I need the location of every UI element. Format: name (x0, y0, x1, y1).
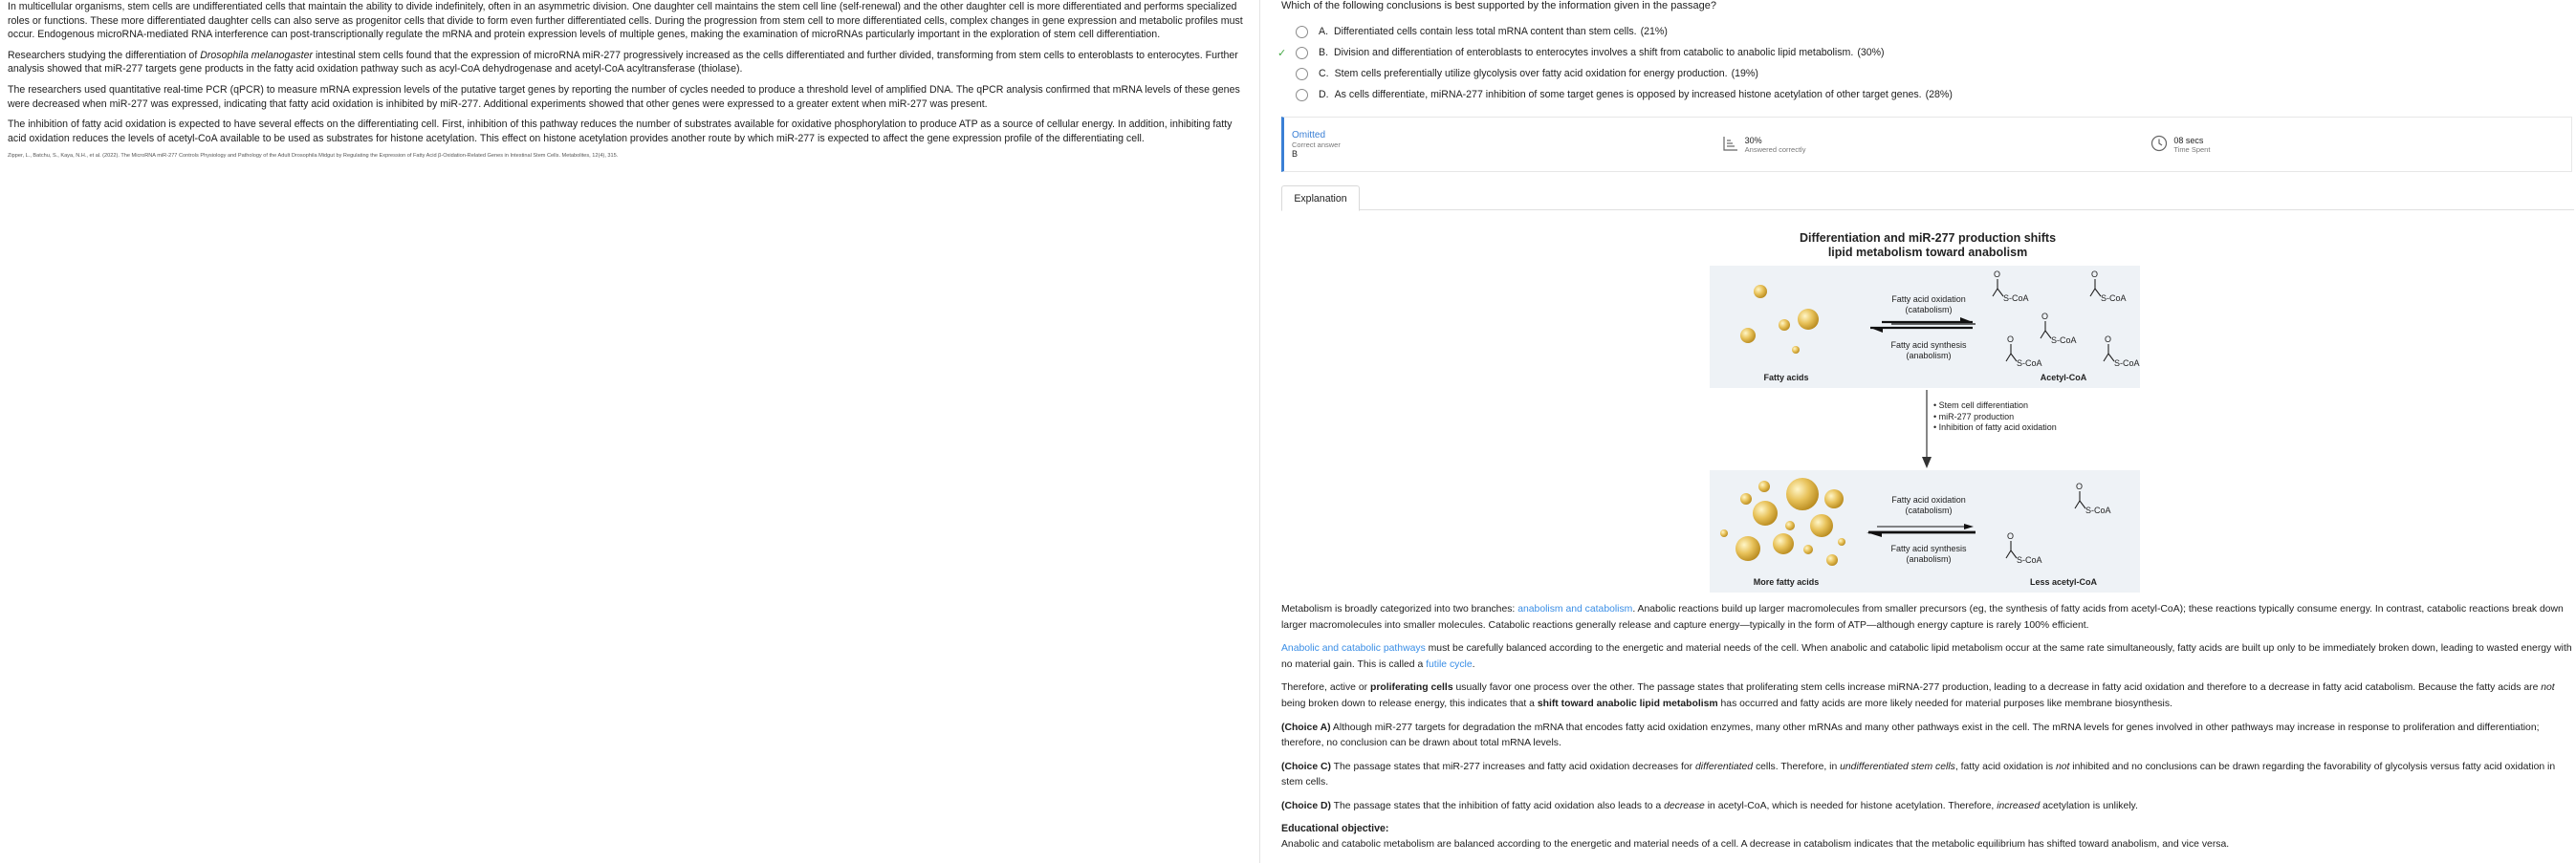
condition-item: • miR-277 production (1933, 411, 2015, 421)
panel-before (1710, 266, 2140, 388)
stat-time-spent (2142, 135, 2571, 154)
educational-objective-text: Anabolic and catabolic metabolism are balanced according to the energetic and material needs of a cell. A decrease in catabolism indicates that the metabolic equilibrium has shifted toward anabolism, and vice versa. (1281, 838, 2230, 850)
stat-correct-answer (1284, 130, 1714, 159)
choice-letter: A. (1319, 26, 1329, 37)
fatty-acid-droplets (1710, 266, 2140, 388)
question-stem: Which of the following conclusions is best supported by the information given in the passage? (1281, 0, 1716, 11)
passage-paragraph: In multicellular organisms, stem cells are undifferentiated cells that maintain the ability to divide indefinitely, often in an asymmetric division. One daughter cell maintains the stem cell line (self-renewal) and the other daughter cell is more differentiated and performs specialized roles or functions. These more differentiated daughter cells can also serve as progenitor cells that divide to form even further differentiated cells. During the progression from stem cell to more differentiated cells, complex changes in gene expression and metabolic profiles must occur. Endogenous microRNA-mediated RNA interference can post-transcriptionally regulate the mRNA and protein expression levels of multiple genes, making the examination of microRNAs particularly important in the exploration of stem cell differentiation. (8, 1, 1243, 41)
choice-percent: (30%) (1857, 47, 1885, 58)
answer-choices (1277, 21, 2568, 105)
time-spent-value: 08 secs (2173, 135, 2204, 145)
check-icon: ✓ (1277, 47, 1287, 59)
correct-answer-label: Correct answer (1292, 140, 1341, 149)
choice-c[interactable] (1281, 63, 2568, 84)
down-arrow-icon (1921, 390, 1932, 468)
percent-correct-label: Answered correctly (1744, 144, 1806, 154)
passage-paragraph: Researchers studying the differentiation of Drosophila melanogaster intestinal stem cells found that the expression of microRNA miR-277 progressively increased as the cells differentiated and further divided, transforming from stem cells to enteroblasts to enterocytes. Further analysis showed that miR-277 targets gene products in the fatty acid oxidation pathway such as acyl-CoA dehydrogenase and acetyl-CoA acyltransferase (thiolase). (8, 49, 1238, 76)
explanation-figure (1281, 210, 2574, 593)
radio-button[interactable] (1296, 47, 1308, 59)
condition-item: • Stem cell differentiation (1933, 400, 2029, 410)
panel-after (1710, 470, 2140, 593)
scoa-label: S-CoA (2017, 358, 2042, 368)
tab-bar (1281, 185, 2574, 210)
bar-chart-icon (1721, 135, 1740, 154)
choice-percent: (21%) (1640, 26, 1668, 37)
choice-a[interactable] (1281, 21, 2568, 42)
scoa-label: S-CoA (2017, 555, 2042, 565)
condition-list (1933, 400, 2057, 434)
less-acetyl-coa-label: Less acetyl-CoA (2029, 577, 2098, 587)
stat-percent-correct (1714, 135, 2143, 154)
more-fatty-acids-label: More fatty acids (1753, 577, 1820, 587)
choice-text: Differentiated cells contain less total mRNA content than stem cells. (1334, 26, 1637, 37)
choice-b[interactable] (1277, 42, 2568, 63)
oxidation-label: Fatty acid oxidation (catabolism) (1891, 495, 1966, 515)
correct-answer-value: B (1292, 149, 1299, 159)
choice-letter: C. (1319, 68, 1329, 79)
link-futile-cycle[interactable]: futile cycle (1426, 658, 1473, 670)
oxygen-label: O (2091, 270, 2099, 279)
percent-correct-value: 30% (1744, 135, 1762, 145)
tab-explanation[interactable]: Explanation (1281, 185, 1360, 211)
choice-letter: B. (1319, 47, 1329, 58)
condition-item: • Inhibition of fatty acid oxidation (1933, 422, 2057, 432)
explanation-paragraph: Anabolic and catabolic pathways must be carefully balanced according to the energetic and material needs of the cell. When anabolic and catabolic lipid metabolism occur at the same rate simultaneously, fatty acids are built up only to be immediately broken down, leading to wasted energy with no material gain. This is called a futile cycle. (1281, 643, 2572, 670)
oxygen-label: O (2041, 312, 2049, 321)
status-label: Omitted (1292, 130, 1326, 140)
scoa-label: S-CoA (2114, 358, 2140, 368)
explanation-paragraph: Metabolism is broadly categorized into two branches: anabolism and catabolism. Anabolic reactions build up larger macromolecules from smaller precursors (eg, the synthesis of fatty acids from acetyl-CoA); these reactions typically consume energy. In contrast, catabolic reactions break down larger macromolecules into smaller molecules. Catabolic reactions generally release and capture energy—typically in the form of ATP—although energy capture is rarely 100% efficient. (1281, 604, 2564, 631)
oxygen-label: O (2007, 334, 2015, 344)
radio-button[interactable] (1296, 26, 1308, 38)
explanation-text (1281, 602, 2574, 852)
time-spent-label: Time Spent (2173, 144, 2211, 154)
choice-percent: (19%) (1731, 68, 1758, 79)
oxygen-label: O (2007, 531, 2015, 541)
radio-button[interactable] (1296, 89, 1308, 101)
choice-letter: D. (1319, 89, 1329, 100)
choice-text: Division and differentiation of enteroblasts to enterocytes involves a shift from catabolic to anabolic lipid metabolism. (1334, 47, 1854, 58)
scoa-label: S-CoA (2051, 335, 2077, 345)
oxidation-label: Fatty acid oxidation (catabolism) (1891, 294, 1966, 314)
educational-objective-title: Educational objective: (1281, 822, 1389, 834)
oxygen-label: O (1994, 270, 2001, 279)
oxygen-label: O (2105, 334, 2112, 344)
clock-icon (2150, 135, 2169, 154)
explanation-paragraph: Therefore, active or proliferating cells usually favor one process over the other. The passage states that proliferating stem cells increase miRNA-277 production, leading to a decrease in fatty acid oxidation and therefore to a decrease in fatty acid catabolism. Because the fatty acids are not being broken down to release energy, this indicates that a shift toward anabolic lipid metabolism has occurred and fatty acids are more likely needed for material purposes like membrane biosynthesis. (1281, 682, 2555, 709)
oxygen-label: O (2076, 482, 2084, 491)
acetyl-coa-label: Acetyl-CoA (2040, 373, 2087, 382)
question-pane (1260, 0, 2576, 863)
result-stats-bar (1281, 117, 2572, 172)
link-pathways[interactable]: Anabolic and catabolic pathways (1281, 643, 1426, 655)
citation: Zipper, L., Batchu, S., Kaya, N.H., et al. (2022). The MicroRNA miR-277 Controls Physiology and Pathology of the Adult Drosophila Midgut by Regulating the Expression of Fatty Acid β-Oxidation-Related Genes in Intestinal Stem Cells. Metabolites, 12(4), 315. (8, 153, 619, 160)
passage-pane (0, 0, 1260, 863)
scoa-label: S-CoA (2003, 293, 2029, 303)
choice-d-explanation: (Choice D) The passage states that the inhibition of fatty acid oxidation also leads to a decrease in acetyl-CoA, which is needed for histone acetylation. Therefore, increased acetylation is unlikely. (1281, 800, 2138, 811)
scoa-label: S-CoA (2101, 293, 2127, 303)
choice-a-explanation: (Choice A) Although miR-277 targets for degradation the mRNA that encodes fatty acid oxidation enzymes, many other mRNAs and many other pathways exist in the cell. The mRNA levels for genes involved in other pathways may increase in response to proliferation and differentiation; therefore, no conclusion can be drawn about total mRNA levels. (1281, 722, 2540, 749)
passage-paragraph: The researchers used quantitative real-time PCR (qPCR) to measure mRNA expression levels of the putative target genes by reporting the number of cycles needed to produce a threshold level of amplified DNA. The qPCR analysis confirmed that mRNA levels of these genes were decreased when miR-277 was expressed, indicating that fatty acid oxidation is inhibited by miR-277. Additional experiments showed that other genes were expressed to a greater extent when miR-277 was present. (8, 83, 1240, 110)
synthesis-label: Fatty acid synthesis (anabolism) (1890, 340, 1967, 360)
choice-text: Stem cells preferentially utilize glycolysis over fatty acid oxidation for energy production. (1334, 68, 1728, 79)
choice-c-explanation: (Choice C) The passage states that miR-277 increases and fatty acid oxidation decreases for differentiated cells. Therefore, in undifferentiated stem cells, fatty acid oxidation is not inhibited and no conclusions can be drawn regarding the favorability of glycolysis versus fatty acid oxidation in stem cells. (1281, 761, 2556, 788)
choice-percent: (28%) (1925, 89, 1953, 100)
radio-button[interactable] (1296, 68, 1308, 80)
fatty-acids-label: Fatty acids (1763, 373, 1809, 382)
choice-d[interactable] (1281, 84, 2568, 105)
synthesis-label: Fatty acid synthesis (anabolism) (1890, 544, 1967, 564)
link-anabolism-catabolism[interactable]: anabolism and catabolism (1517, 604, 1633, 615)
figure-title: Differentiation and miR-277 production shifts lipid metabolism toward anabolism (1799, 231, 2057, 259)
scoa-label: S-CoA (2085, 506, 2111, 515)
passage-paragraph: The inhibition of fatty acid oxidation is expected to have several effects on the differentiating cell. First, inhibition of this pathway reduces the number of substrates available for oxidative phosphorylation to produce ATP as a source of cellular energy. In addition, inhibiting fatty acid oxidation reduces the levels of acetyl-CoA available to be used as substrates for histone acetylation. This effect on histone acetylation provides another route by which miR-277 is expected to affect the gene expression profile of the differentiating cell. (8, 119, 1233, 144)
choice-text: As cells differentiate, miRNA-277 inhibition of some target genes is opposed by increased histone acetylation of other target genes. (1334, 89, 1922, 100)
